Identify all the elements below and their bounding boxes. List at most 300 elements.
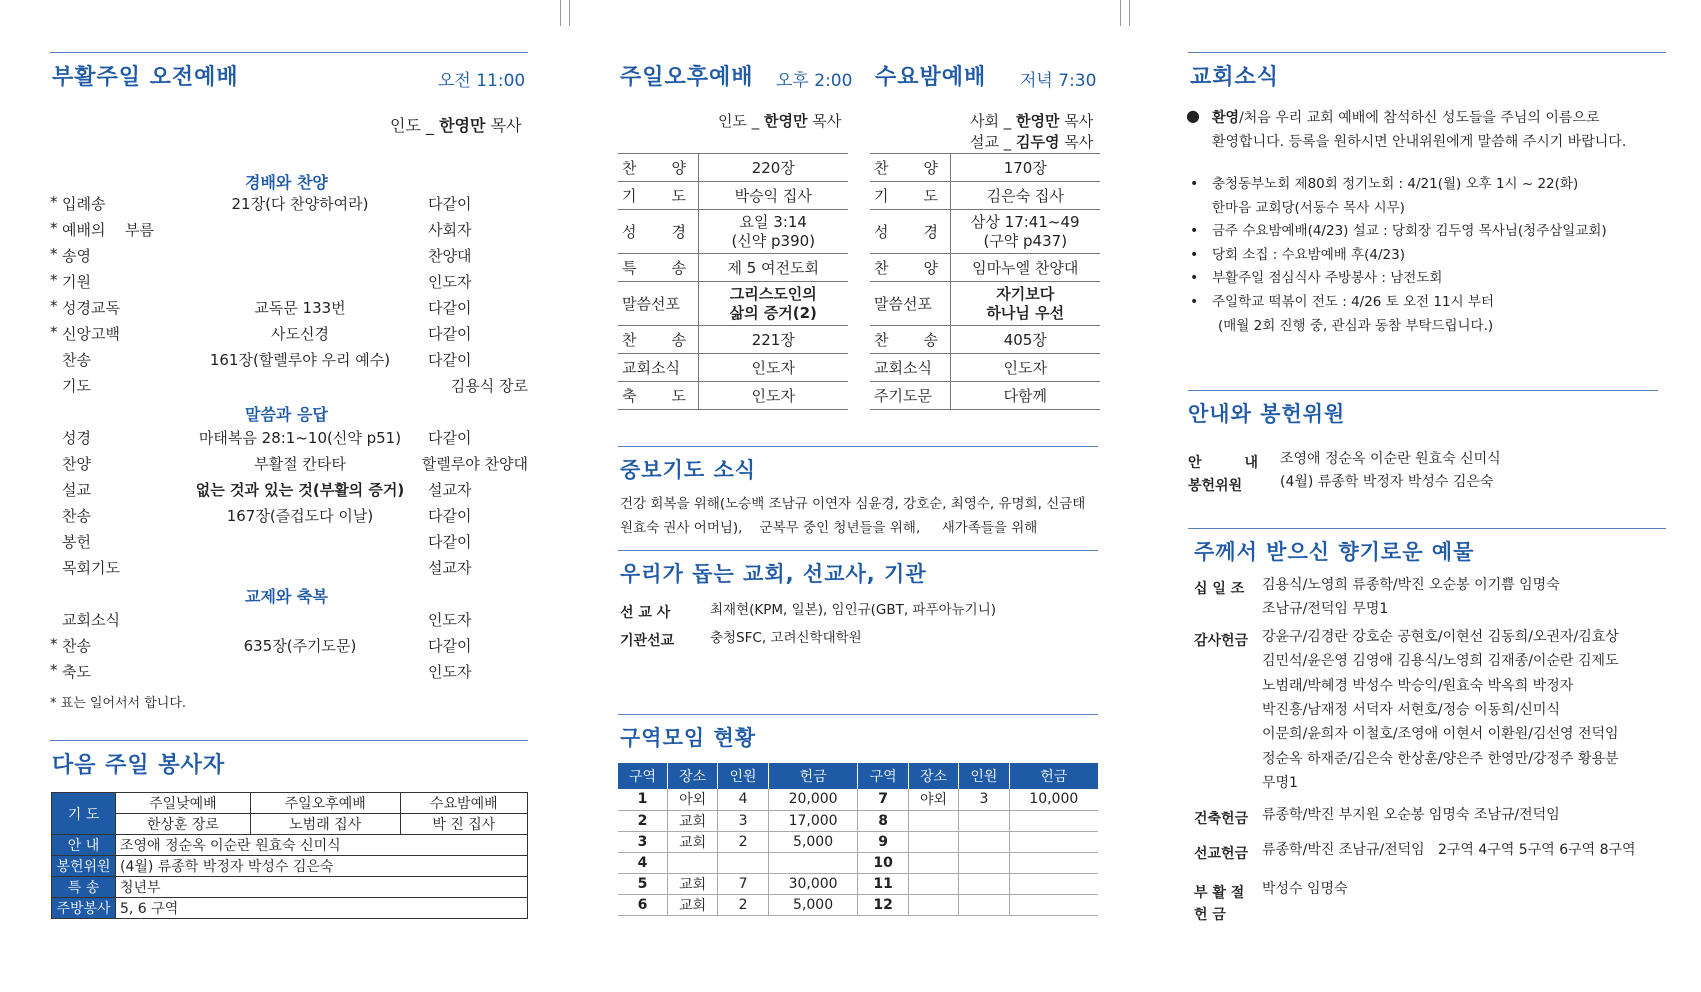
thanks-line: 이문희/윤희자 이철호/조영애 이현서 이환원/김선영 전덕임 — [1262, 726, 1619, 743]
group-cell: 3 — [618, 831, 667, 852]
order-item: 목회기도 — [62, 559, 120, 577]
service-row — [870, 326, 1100, 354]
group-cell — [1009, 831, 1098, 852]
service-row-label — [618, 154, 698, 182]
order-row — [50, 479, 530, 505]
service-row-label — [870, 154, 950, 182]
org-mission-value: 충청SFC, 고려신학대학원 — [710, 630, 862, 646]
service-row-label — [618, 326, 698, 354]
order-item: 예배의 부름 — [62, 221, 154, 239]
order-leader: 설교자 — [428, 481, 472, 499]
group-cell: 4 — [618, 852, 667, 873]
vol-label: 안 내 — [52, 835, 116, 856]
order-leader: 인도자 — [428, 663, 472, 681]
group-cell: 2 — [718, 831, 768, 852]
leader-prefix: 인도 _ — [390, 116, 434, 135]
group-cell — [1009, 852, 1098, 873]
service-row-label — [870, 382, 950, 410]
group-title: 구역모임 현황 — [620, 726, 757, 750]
news-title: 교회소식 — [1190, 65, 1280, 90]
service-row — [870, 154, 1100, 182]
welcome-line — [1212, 106, 1600, 130]
order-row — [50, 635, 530, 661]
group-cell: 20,000 — [768, 789, 858, 810]
order-content: 161장(할렐루야 우리 예수) — [209, 351, 391, 369]
service-row-label — [618, 354, 698, 382]
order-leader: 다같이 — [428, 533, 472, 551]
vol-prayer-name: 노범래 집사 — [250, 814, 400, 835]
service-row-label — [870, 354, 950, 382]
order-leader: 다같이 — [428, 637, 472, 655]
group-cell — [1009, 810, 1098, 831]
value-line: 제 5 여전도회 — [727, 259, 820, 277]
group-cell — [959, 894, 1009, 915]
footnote: * 표는 일어서서 합니다. — [50, 696, 187, 711]
table-row — [618, 789, 1098, 810]
table-row — [618, 852, 1098, 873]
vol-value: 조영애 정순옥 이순란 원효숙 신미식 — [116, 835, 528, 856]
order-item: 찬송 — [62, 351, 91, 369]
news-item: 주일학교 떡볶이 전도 : 4/26 토 오전 11시 부터 — [1212, 294, 1494, 310]
order-item: 입례송 — [62, 195, 106, 213]
prayer-line: 원효숙 권사 어머님), 군복무 중인 청년들을 위해, 새가족들을 위해 — [620, 520, 1038, 536]
group-cell — [908, 894, 958, 915]
thanks-line: 정순옥 하재준/김은숙 한상훈/양은주 한영만/강정주 황용분 — [1262, 750, 1619, 767]
section-word: 말씀과 응답 — [245, 405, 328, 424]
group-cell: 10,000 — [1009, 789, 1098, 810]
group-cell — [959, 873, 1009, 894]
label-text: 특 송 — [622, 259, 686, 277]
missionary-label: 선 교 사 — [620, 605, 671, 621]
order-item: 찬송 — [62, 507, 91, 525]
order-content: 마태복음 28:1~10(신약 p51) — [198, 429, 402, 447]
service-row — [870, 182, 1100, 210]
offering-label: 봉헌위원 — [1188, 478, 1243, 494]
vol-service: 주일오후예배 — [250, 793, 400, 814]
service-row — [618, 354, 848, 382]
vol-prayer-name: 한상훈 장로 — [116, 814, 251, 835]
value-line: 자기보다 — [996, 284, 1055, 303]
group-cell: 9 — [858, 831, 908, 852]
prayer-line: 건강 회복을 위해(노승백 조남규 이연자 심윤경, 강호순, 최영수, 유명희, 신금태 — [620, 496, 1086, 512]
org-mission-label: 기관선교 — [620, 633, 675, 649]
required-standing-mark: * — [50, 661, 58, 679]
vol-label: 봉헌위원 — [52, 856, 116, 877]
leader-prefix: 인도 _ — [718, 112, 760, 130]
required-standing-mark: * — [50, 271, 58, 289]
order-leader: 다같이 — [428, 299, 472, 317]
group-cell: 30,000 — [768, 873, 858, 894]
leader-name: 한영만 — [764, 112, 808, 130]
thanks-line: 강윤구/김경란 강호순 공현호/이현선 김동희/오권자/김효상 — [1262, 629, 1619, 645]
group-cell — [1009, 894, 1098, 915]
required-standing-mark: * — [50, 297, 58, 315]
vol-label: 주방봉사 — [52, 898, 116, 919]
offering-value: (4월) 류종학 박정자 박성수 김은숙 — [1280, 474, 1494, 490]
morning-leader — [390, 113, 521, 136]
order-row — [50, 661, 530, 687]
easter-label: 헌 금 — [1194, 907, 1226, 923]
service-row — [618, 182, 848, 210]
label-text: 기 도 — [622, 187, 686, 205]
service-row-value — [698, 354, 848, 382]
group-header: 구역 — [618, 763, 667, 789]
group-cell: 8 — [858, 810, 908, 831]
fold-mark — [560, 0, 561, 26]
service-row — [618, 382, 848, 410]
tithe-line: 조남규/전덕임 무명1 — [1262, 601, 1389, 617]
label-text: 말씀선포 — [622, 295, 680, 313]
group-cell: 5,000 — [768, 894, 858, 915]
service-row-label — [618, 382, 698, 410]
tithe-line: 김용식/노영희 류종학/박진 오순봉 이기쁨 임명숙 — [1262, 577, 1560, 593]
mission-offering-value: 류종학/박진 조남규/전덕임 2구역 4구역 5구역 6구역 8구역 — [1262, 842, 1636, 858]
service-row-label — [618, 210, 698, 254]
mission-title: 우리가 돕는 교회, 선교사, 기관 — [620, 562, 927, 586]
afternoon-service-time: 오후 2:00 — [776, 71, 853, 91]
service-row — [870, 354, 1100, 382]
news-item: 금주 수요밤예배(4/23) 설교 : 당회장 김두영 목사님(청주삼일교회) — [1212, 223, 1607, 239]
vol-service: 수요밤예배 — [400, 793, 527, 814]
table-row — [618, 831, 1098, 852]
group-cell — [1009, 873, 1098, 894]
next-week-title: 다음 주일 봉사자 — [52, 753, 226, 778]
welcome-bold: 환영 — [1212, 110, 1240, 126]
welcome-text: /처음 우리 교회 예배에 참석하신 성도들을 주님의 이름으로 — [1239, 110, 1600, 126]
host-prefix: 사회 _ — [970, 112, 1012, 130]
value-line: 220장 — [751, 159, 795, 177]
order-row — [50, 531, 530, 557]
group-header: 헌금 — [1009, 763, 1098, 789]
group-cell: 12 — [858, 894, 908, 915]
host-name: 한영만 — [1016, 112, 1060, 130]
order-item: 기원 — [62, 273, 91, 291]
leader-title: 목사 — [490, 116, 522, 135]
group-table — [618, 763, 1098, 916]
order-row — [50, 297, 530, 323]
order-leader: 사회자 — [428, 221, 472, 239]
order-row — [50, 245, 530, 271]
news-item-continued: 한마음 교회당(서동수 목사 시무) — [1212, 200, 1405, 216]
order-content: 167장(즐겁도다 이날) — [226, 507, 374, 525]
bullet-icon: • — [1190, 223, 1199, 239]
usher-value: 조영애 정순옥 이순란 원효숙 신미식 — [1280, 451, 1501, 467]
group-cell: 3 — [718, 810, 768, 831]
order-item: 축도 — [62, 663, 91, 681]
value-line: 인도자 — [1003, 359, 1047, 377]
divider — [1188, 528, 1666, 529]
order-item: 기도 — [62, 377, 91, 395]
service-row — [870, 254, 1100, 282]
morning-service-title: 부활주일 오전예배 — [52, 65, 239, 90]
value-line: 인도자 — [751, 359, 795, 377]
news-item: 부활주일 점심식사 주방봉사 : 남전도회 — [1212, 270, 1443, 286]
label-text: 성 경 — [622, 223, 686, 241]
group-cell: 5 — [618, 873, 667, 894]
service-row-label — [618, 254, 698, 282]
group-cell — [959, 831, 1009, 852]
service-row-value — [950, 282, 1100, 326]
order-row — [50, 271, 530, 297]
service-row-label — [870, 326, 950, 354]
order-item: 성경 — [62, 429, 91, 447]
order-leader: 다같이 — [428, 325, 472, 343]
order-leader: 인도자 — [428, 273, 472, 291]
service-row — [618, 254, 848, 282]
order-content: 635장(주기도문) — [243, 637, 357, 655]
gifts-title: 주께서 받으신 향기로운 예물 — [1194, 540, 1475, 564]
order-row — [50, 323, 530, 349]
value-line: 405장 — [1003, 331, 1047, 349]
order-leader: 설교자 — [428, 559, 472, 577]
order-item: 교회소식 — [62, 611, 120, 629]
divider — [1188, 390, 1658, 391]
preacher-name: 김두영 — [1016, 133, 1060, 151]
group-header: 인원 — [718, 763, 768, 789]
service-row-value — [950, 326, 1100, 354]
value-line: 그리스도인의 — [729, 284, 817, 303]
label-text: 기 도 — [874, 187, 938, 205]
label-text: 말씀선포 — [874, 295, 932, 313]
order-row — [50, 453, 530, 479]
table-row — [618, 894, 1098, 915]
usher-label: 안 내 — [1188, 455, 1258, 471]
divider — [618, 446, 1098, 447]
divider — [50, 740, 528, 741]
group-cell — [908, 831, 958, 852]
value-line: 하나님 우선 — [986, 303, 1065, 322]
value-line: 다함께 — [1003, 387, 1047, 405]
service-row — [618, 282, 848, 326]
label-text: 주기도문 — [874, 387, 932, 405]
group-cell: 3 — [959, 789, 1009, 810]
service-row-value — [698, 154, 848, 182]
bullet-icon: • — [1190, 247, 1199, 263]
service-row — [870, 210, 1100, 254]
morning-service-time: 오전 11:00 — [438, 71, 526, 91]
mission-offering-label: 선교헌금 — [1194, 846, 1249, 862]
service-row-value — [698, 254, 848, 282]
service-row-value — [698, 326, 848, 354]
order-leader: 찬양대 — [428, 247, 472, 265]
table-row — [618, 810, 1098, 831]
order-content: 사도신경 — [271, 325, 329, 343]
order-item: 신앙고백 — [62, 325, 120, 343]
group-cell: 17,000 — [768, 810, 858, 831]
news-item: 충청동부노회 제80회 정기노회 : 4/21(월) 오후 1시 ~ 22(화) — [1212, 176, 1579, 192]
group-cell: 야외 — [908, 789, 958, 810]
service-row-value — [950, 254, 1100, 282]
wednesday-preacher — [970, 131, 1093, 152]
group-cell: 교회 — [667, 831, 717, 852]
afternoon-leader — [718, 110, 841, 131]
label-text: 찬 양 — [874, 259, 938, 277]
group-cell: 7 — [858, 789, 908, 810]
service-row-value — [698, 382, 848, 410]
service-row-value — [698, 210, 848, 254]
prayer-title: 중보기도 소식 — [620, 458, 757, 482]
label-text: 교회소식 — [874, 359, 932, 377]
group-header: 인원 — [959, 763, 1009, 789]
order-leader: 다같이 — [428, 195, 472, 213]
group-cell: 교회 — [667, 810, 717, 831]
thanks-line: 김민석/윤은영 김영애 김용식/노영희 김재종/이순란 김제도 — [1262, 653, 1619, 670]
required-standing-mark: * — [50, 323, 58, 341]
order-row — [50, 193, 530, 219]
preacher-prefix: 설교 _ — [970, 133, 1012, 151]
order-content: 없는 것과 있는 것(부활의 증거) — [195, 481, 405, 499]
leader-name: 한영만 — [439, 116, 486, 135]
group-cell: 6 — [618, 894, 667, 915]
value-line: 임마누엘 찬양대 — [972, 259, 1079, 277]
service-row-value — [950, 182, 1100, 210]
order-leader: 할렐루야 찬양대 — [421, 455, 528, 473]
group-cell: 교회 — [667, 873, 717, 894]
service-row-value — [950, 354, 1100, 382]
order-item: 설교 — [62, 481, 91, 499]
order-item: 찬송 — [62, 637, 91, 655]
missionary-value: 최재현(KPM, 일본), 임인규(GBT, 파푸아뉴기니) — [710, 602, 996, 618]
divider — [618, 714, 1098, 715]
vol-value: (4월) 류종학 박정자 박성수 김은숙 — [116, 856, 528, 877]
bullet-dot-icon: ● — [1186, 106, 1200, 125]
group-cell: 10 — [858, 852, 908, 873]
service-row-value — [950, 210, 1100, 254]
value-line: 삼상 17:41~49 — [970, 212, 1080, 231]
required-standing-mark: * — [50, 635, 58, 653]
group-header: 장소 — [908, 763, 958, 789]
label-text: 찬 송 — [874, 331, 938, 349]
building-label: 건축헌금 — [1194, 811, 1249, 827]
required-standing-mark: * — [50, 245, 58, 263]
news-item: 당회 소집 : 수요밤예배 후(4/23) — [1212, 247, 1405, 263]
group-cell — [959, 852, 1009, 873]
wednesday-service-title: 수요밤예배 — [875, 65, 987, 90]
wednesday-service-table — [870, 153, 1100, 410]
service-row-label — [618, 282, 698, 326]
order-leader: 김용식 장로 — [450, 377, 528, 395]
order-leader: 다같이 — [428, 507, 472, 525]
value-line: 요일 3:14 — [739, 212, 807, 231]
fold-mark — [1120, 0, 1121, 26]
order-leader: 다같이 — [428, 351, 472, 369]
label-text: 찬 양 — [874, 159, 938, 177]
group-cell: 교회 — [667, 894, 717, 915]
vol-label-prayer: 기 도 — [52, 793, 116, 835]
vol-label: 특 송 — [52, 877, 116, 898]
label-text: 찬 양 — [622, 159, 686, 177]
thanks-line: 무명1 — [1262, 774, 1298, 791]
order-row — [50, 557, 530, 583]
required-standing-mark: * — [50, 193, 58, 211]
value-line: 박승익 집사 — [734, 187, 812, 205]
service-row-label — [870, 182, 950, 210]
fold-mark — [1129, 0, 1130, 26]
leader-title: 목사 — [812, 112, 842, 130]
order-row — [50, 375, 530, 401]
thanks-line: 노범래/박혜경 박성수 박승익/원효숙 박옥희 박정자 — [1262, 677, 1574, 694]
easter-label: 부 활 절 — [1194, 885, 1245, 901]
wednesday-host — [970, 110, 1093, 131]
divider — [50, 52, 528, 53]
bullet-icon: • — [1190, 270, 1199, 286]
group-cell: 2 — [718, 894, 768, 915]
usher-title: 안내와 봉헌위원 — [1188, 402, 1346, 426]
order-row — [50, 349, 530, 375]
order-leader: 인도자 — [428, 611, 472, 629]
table-row — [618, 873, 1098, 894]
section-fellowship: 교제와 축복 — [245, 587, 328, 606]
bullet-icon: • — [1190, 176, 1199, 192]
required-standing-mark: * — [50, 219, 58, 237]
service-row-value — [698, 182, 848, 210]
order-item: 봉헌 — [62, 533, 91, 551]
service-row-label — [870, 210, 950, 254]
label-text: 축 도 — [622, 387, 686, 405]
host-title: 목사 — [1064, 112, 1094, 130]
group-header: 장소 — [667, 763, 717, 789]
value-line: 삶의 증거(2) — [729, 303, 817, 322]
order-row — [50, 609, 530, 635]
divider — [618, 550, 1098, 551]
order-leader: 다같이 — [428, 429, 472, 447]
group-cell — [908, 852, 958, 873]
value-line: 김은숙 집사 — [986, 187, 1064, 205]
group-cell: 7 — [718, 873, 768, 894]
service-row-label — [618, 182, 698, 210]
value-line: (신약 p390) — [731, 231, 816, 250]
thanks-line: 박진흥/남재정 서덕자 서현호/정승 이동희/신미식 — [1262, 701, 1560, 718]
service-row — [618, 326, 848, 354]
group-cell: 2 — [618, 810, 667, 831]
service-row-value — [698, 282, 848, 326]
section-worship: 경배와 찬양 — [245, 173, 328, 192]
group-cell — [718, 852, 768, 873]
vol-service: 주일낮예배 — [116, 793, 251, 814]
service-row-label — [870, 282, 950, 326]
service-row — [870, 282, 1100, 326]
afternoon-service-table — [618, 153, 848, 410]
group-cell: 4 — [718, 789, 768, 810]
order-content: 교독문 133번 — [254, 299, 346, 317]
order-row — [50, 427, 530, 453]
order-row — [50, 219, 530, 245]
value-line: 인도자 — [751, 387, 795, 405]
service-row — [618, 210, 848, 254]
value-line: 170장 — [1003, 159, 1047, 177]
group-cell: 5,000 — [768, 831, 858, 852]
value-line: (구약 p437) — [983, 231, 1068, 250]
service-row-value — [950, 382, 1100, 410]
service-row-label — [870, 254, 950, 282]
welcome-line2: 환영합니다. 등록을 원하시면 안내위원에게 말씀해 주시기 바랍니다. — [1212, 134, 1627, 150]
group-cell — [667, 852, 717, 873]
service-row — [618, 154, 848, 182]
building-value: 류종학/박진 부지원 오순봉 임명숙 조남규/전덕임 — [1262, 807, 1560, 823]
easter-value: 박성수 임명숙 — [1262, 881, 1348, 897]
bullet-icon: • — [1190, 294, 1199, 310]
label-text: 찬 송 — [622, 331, 686, 349]
group-cell — [908, 873, 958, 894]
vol-value: 5, 6 구역 — [116, 898, 528, 919]
tithe-label: 십 일 조 — [1194, 581, 1245, 597]
order-row — [50, 505, 530, 531]
order-item: 성경교독 — [62, 299, 120, 317]
divider — [1188, 52, 1666, 53]
group-cell: 11 — [858, 873, 908, 894]
next-week-table — [51, 792, 528, 919]
group-cell: 아외 — [667, 789, 717, 810]
